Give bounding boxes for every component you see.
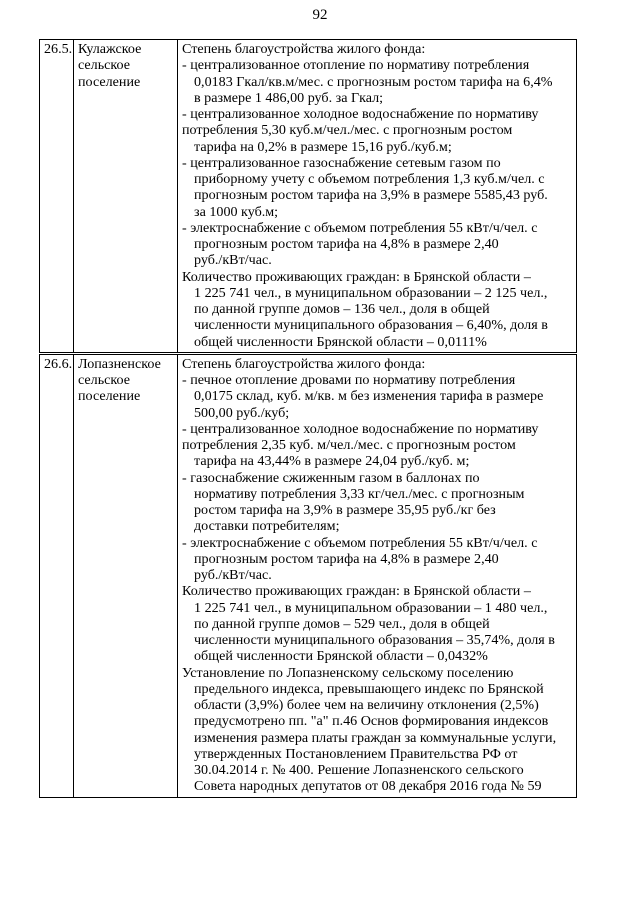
description-line: ростом тарифа на 3,9% в размере 35,95 руб./кг без [194,502,496,518]
description-line: по данной группе домов – 529 чел., доля в общей [194,615,490,632]
description-line: тарифа на 43,44% в размере 24,04 руб./куб. м; [194,453,470,470]
description-cell [178,353,577,797]
description-line: предусмотрено пп. "а" п.46 Основ формирования индексов [194,713,549,730]
table-row [40,40,577,354]
description-line: приборному учету с объемом потребления 1,3 куб.м/чел. с [194,171,545,187]
description-line: 0,0175 склад, куб. м/кв. м без изменения тарифа в размере [194,388,544,405]
description-line: прогнозным ростом тарифа на 4,8% в размере 2,40 [194,236,499,252]
description-line: - газоснабжение сжиженным газом в баллонах по [182,469,480,486]
description-line: прогнозным ростом тарифа на 3,9% в размере 5585,43 руб. [194,187,548,204]
description-line: Количество проживающих граждан: в Брянской области – [182,268,531,285]
description-line: Установление по Лопазненскому сельскому поселению [182,664,514,681]
description-line: в размере 1 486,00 руб. за Гкал; [194,89,384,106]
description-line: 1 225 741 чел., в муниципальном образовании – 1 480 чел., [194,599,548,616]
settlement-name-line: сельское [78,57,131,74]
description-line: потребления 2,35 куб. м/чел./мес. с прогнозным ростом [182,437,516,453]
description-line: численности муниципального образования – 6,40%, доля в [194,317,548,334]
settlement-name-cell [74,353,178,797]
row-number: 26.5. [44,41,73,57]
description-line: - электроснабжение с объемом потребления 55 кВт/ч/чел. с [182,219,538,236]
description-line: нормативу потребления 3,33 кг/чел./мес. с прогнозным [194,485,525,502]
description-line: - централизованное газоснабжение сетевым газом по [182,154,501,171]
document-table [39,39,577,798]
description-line: Совета народных депутатов от 08 декабря 2016 года № 59 [194,778,542,795]
row-number: 26.6. [44,355,73,372]
description-line: 30.04.2014 г. № 400. Решение Лопазненского сельского [194,762,524,778]
description-line: за 1000 куб.м; [194,203,279,220]
description-line: Степень благоустройства жилого фонда: [182,41,426,57]
description-line: по данной группе домов – 136 чел., доля в общей [194,301,490,317]
description-line: численности муниципального образования – 35,74%, доля в [194,632,555,648]
description-line: доставки потребителям; [194,518,340,535]
description-line: утвержденных Постановлением Правительства РФ от [194,745,518,762]
description-line: изменения размера платы граждан за коммунальные услуги, [194,729,557,746]
settlement-name-line: Кулажское [78,41,142,57]
description-line: руб./кВт/час. [194,567,272,583]
page-number: 92 [312,7,328,23]
settlement-name-line: сельское [78,372,131,388]
settlement-name-line: поселение [78,388,141,405]
settlement-name-line: поселение [78,73,141,90]
description-line: Степень благоустройства жилого фонда: [182,355,426,372]
settlement-name-cell [74,40,178,354]
description-line: общей численности Брянской области – 0,0111% [194,333,487,350]
description-line: Количество проживающих граждан: в Брянской области – [182,583,531,600]
description-line: - централизованное холодное водоснабжение по нормативу [182,420,539,437]
description-line: руб./кВт/час. [194,252,272,269]
description-line: прогнозным ростом тарифа на 4,8% в размере 2,40 [194,550,499,567]
description-cell [178,40,577,354]
description-line: - централизованное холодное водоснабжение по нормативу [182,106,539,122]
description-line: области (3,9%) более чем на величину отклонения (2,5%) [194,697,539,713]
description-line: - печное отопление дровами по нормативу потребления [182,372,516,388]
description-line: общей численности Брянской области – 0,0432% [194,648,488,665]
table-body [40,40,577,798]
row-number-cell [40,40,74,354]
description-line: предельного индекса, превышающего индекс по Брянской [194,680,544,697]
row-number-cell [40,353,74,797]
description-line: - централизованное отопление по нормативу потребления [182,57,530,74]
settlement-name-line: Лопазненское [78,355,161,372]
description-line: тарифа на 0,2% в размере 15,16 руб./куб.м; [194,138,452,155]
description-line: потребления 5,30 куб.м/чел./мес. с прогнозным ростом [182,122,513,139]
description-line: 500,00 руб./куб; [194,404,290,421]
description-line: 1 225 741 чел., в муниципальном образовании – 2 125 чел., [194,284,548,301]
description-line: 0,0183 Гкал/кв.м/мес. с прогнозным ростом тарифа на 6,4% [194,73,553,90]
table-row [40,353,577,797]
description-line: - электроснабжение с объемом потребления 55 кВт/ч/чел. с [182,534,538,551]
